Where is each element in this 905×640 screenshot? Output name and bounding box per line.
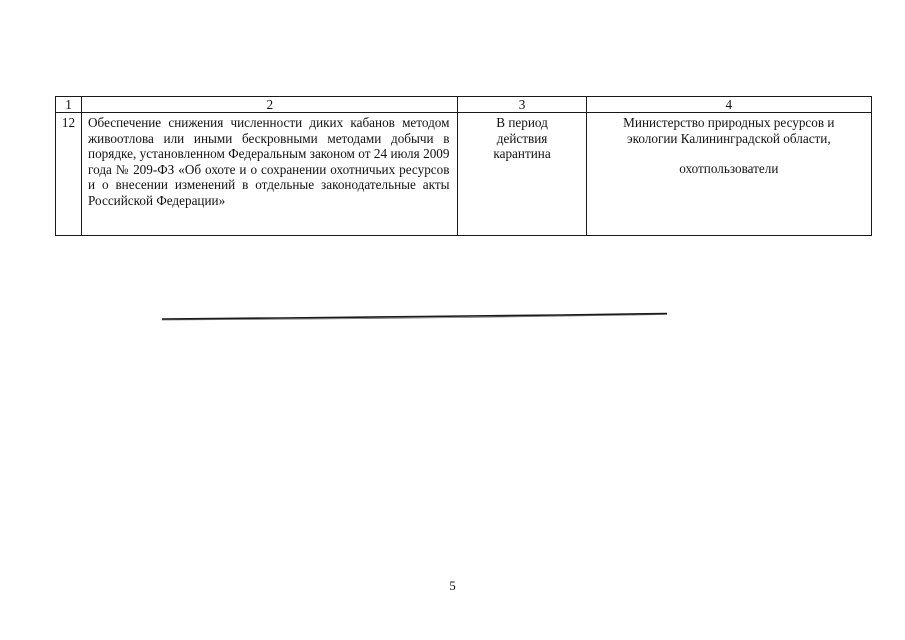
table-header-row	[56, 97, 872, 113]
header-col-4: 4	[586, 97, 871, 113]
term-text: В период действия карантина	[493, 115, 551, 162]
row-number: 12	[56, 113, 82, 236]
measure-description: Обеспечение снижения численности диких кабанов методом живоотлова или иными бескровными методами добычи в порядке, установленном Федеральным законом от 24 июля 2009 года № 209-ФЗ «Об охоте и о сохранении охотничьих ресурсов и о внесении изменений в отдельные законодательные акты Российской Федерации»	[82, 113, 458, 236]
header-col-1: 1	[56, 97, 82, 113]
responsible-gap	[587, 146, 871, 161]
responsible-primary: Министерство природных ресурсов и экологии Калининградской области,	[623, 115, 835, 146]
responsible-parties	[586, 113, 871, 236]
measures-table	[55, 96, 872, 236]
responsible-secondary: охотпользователи	[679, 161, 779, 177]
page-number: 5	[449, 578, 456, 593]
measure-term	[458, 113, 586, 236]
table-row	[56, 113, 872, 236]
header-col-2: 2	[82, 97, 458, 113]
header-col-3: 3	[458, 97, 586, 113]
separator-line	[162, 312, 667, 321]
